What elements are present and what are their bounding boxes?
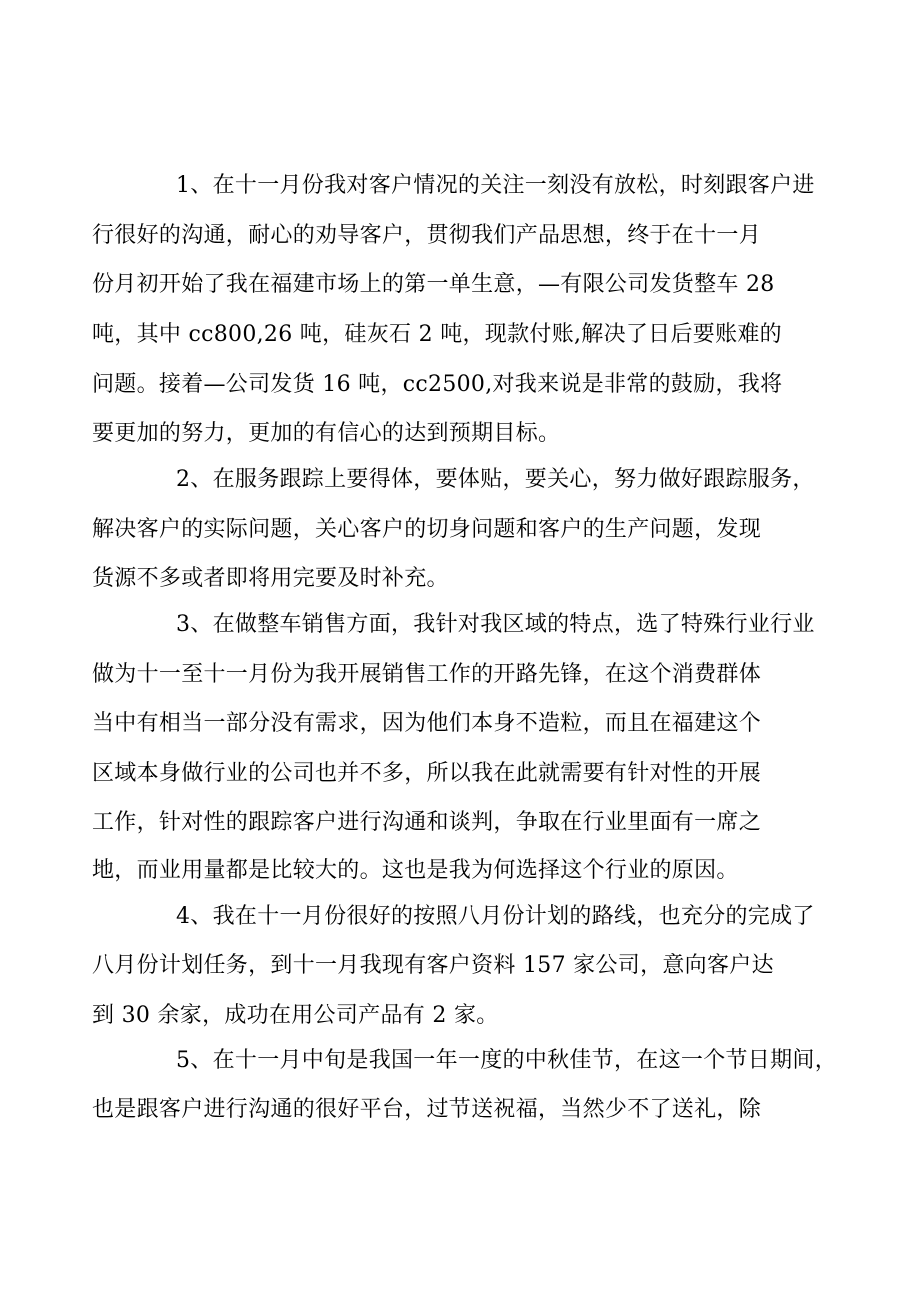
paragraph-4-line-2: 八月份计划任务，到十一月我现有客户资料 157 家公司，意向客户达	[92, 953, 774, 978]
paragraph-3-line-1: 3、在做整车销售方面，我针对我区域的特点，选了特殊行业行业	[176, 612, 815, 637]
paragraph-1-line-2: 行很好的沟通，耐心的劝导客户，贯彻我们产品思想，终于在十一月	[92, 223, 762, 248]
paragraph-1-line-4: 吨，其中 cc800,26 吨，硅灰石 2 吨，现款付账,解决了日后要账难的	[92, 322, 782, 347]
paragraph-1-line-5: 问题。接着—公司发货 16 吨，cc2500,对我来说是非常的鼓励，我将	[92, 372, 783, 397]
paragraph-4-line-1: 4、我在十一月份很好的按照八月份计划的路线，也充分的完成了	[176, 904, 815, 929]
paragraph-2-line-1: 2、在服务跟踪上要得体，要体贴，要关心，努力做好跟踪服务，	[176, 467, 815, 492]
paragraph-1-line-6: 要更加的努力，更加的有信心的达到预期目标。	[92, 421, 561, 446]
paragraph-3-line-3: 当中有相当一部分没有需求，因为他们本身不造粒，而且在福建这个	[92, 711, 762, 736]
paragraph-2-line-2: 解决客户的实际问题，关心客户的切身问题和客户的生产问题，发现	[92, 517, 762, 542]
paragraph-3-line-5: 工作，针对性的跟踪客户进行沟通和谈判，争取在行业里面有一席之	[92, 810, 762, 835]
paragraph-5-line-2: 也是跟客户进行沟通的很好平台，过节送祝福，当然少不了送礼，除	[92, 1097, 762, 1122]
paragraph-1-line-3: 份月初开始了我在福建市场上的第一单生意，—有限公司发货整车 28	[92, 272, 775, 297]
paragraph-3-line-4: 区域本身做行业的公司也并不多，所以我在此就需要有针对性的开展	[92, 761, 762, 786]
paragraph-1-line-1: 1、在十一月份我对客户情况的关注一刻没有放松，时刻跟客户进	[176, 173, 815, 198]
paragraph-5-line-1: 5、在十一月中旬是我国一年一度的中秋佳节，在这一个节日期间，	[176, 1048, 837, 1073]
paragraph-3-line-6: 地，而业用量都是比较大的。这也是我为何选择这个行业的原因。	[92, 858, 739, 883]
paragraph-3-line-2: 做为十一至十一月份为我开展销售工作的开路先锋，在这个消费群体	[92, 662, 762, 687]
paragraph-4-line-3: 到 30 余家，成功在用公司产品有 2 家。	[92, 1003, 499, 1028]
paragraph-2-line-3: 货源不多或者即将用完要及时补充。	[92, 566, 449, 591]
